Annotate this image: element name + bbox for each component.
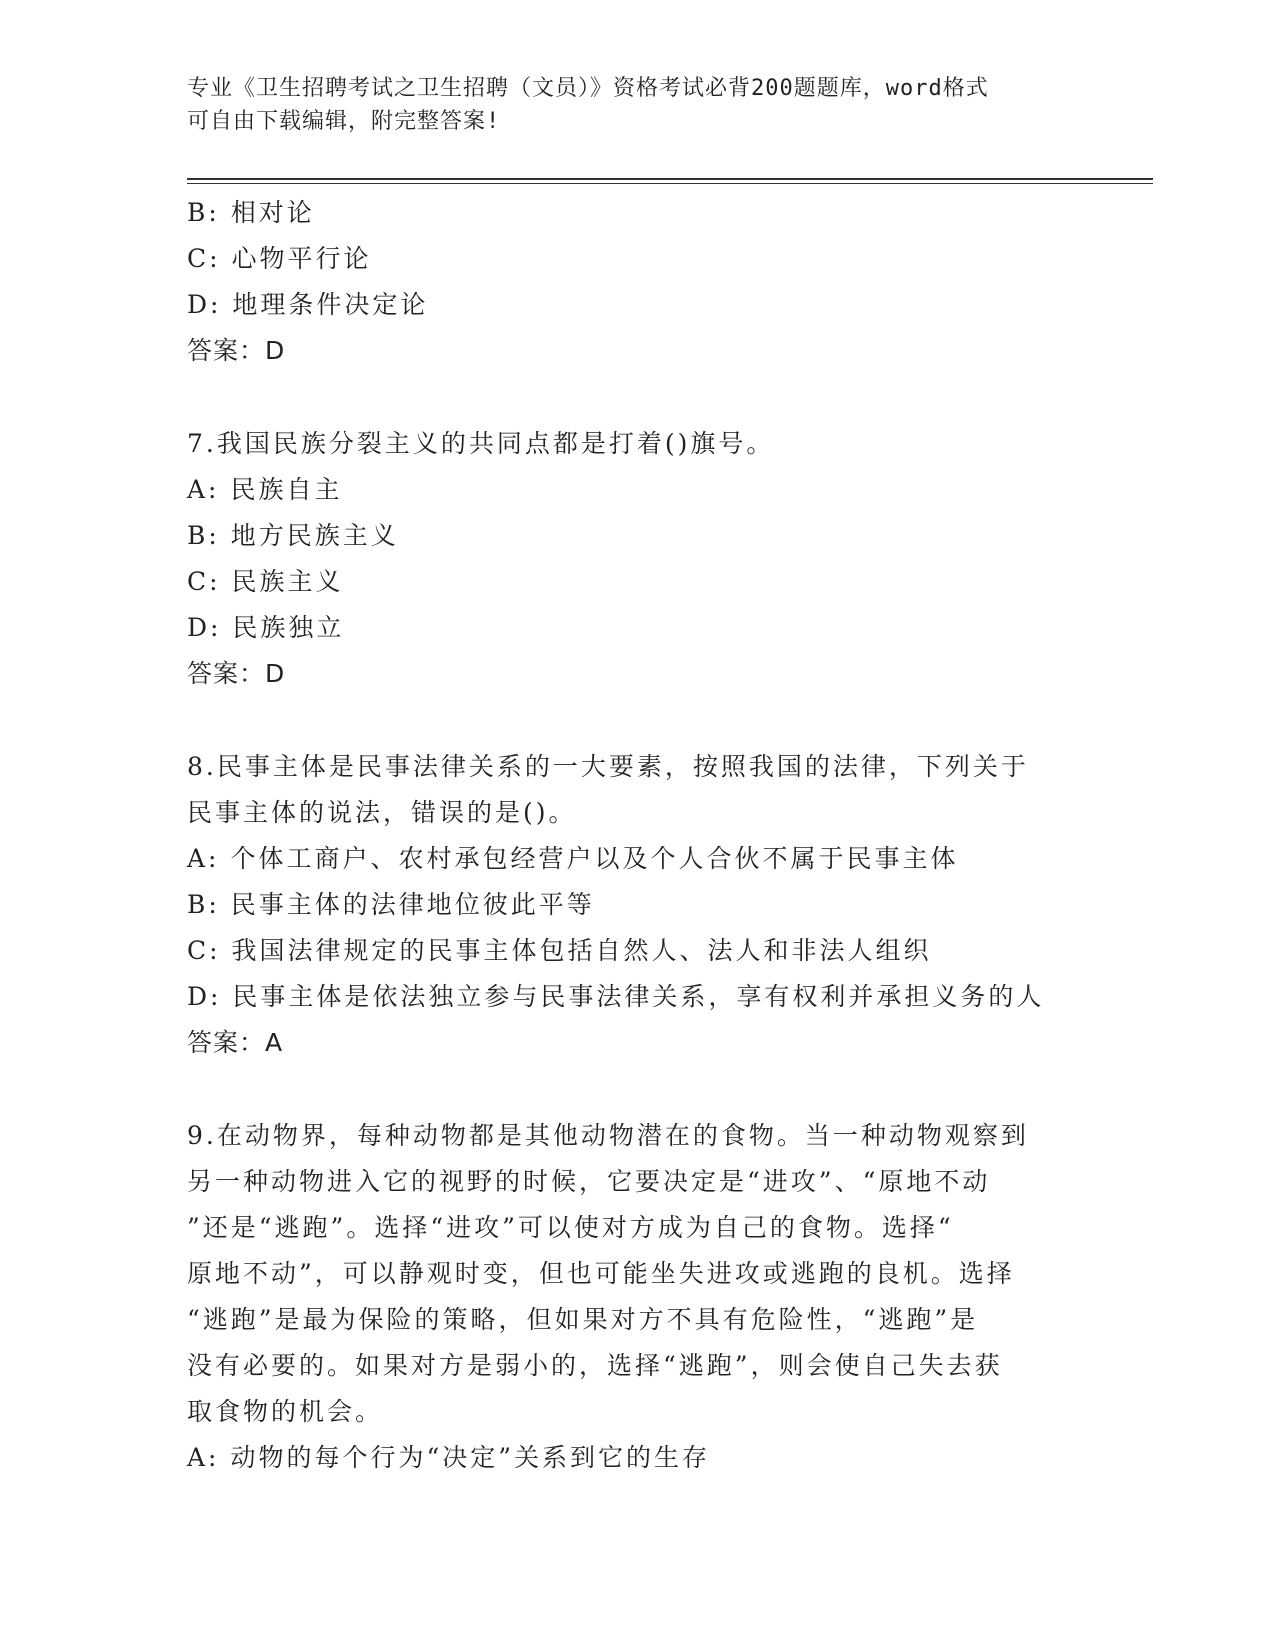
option-a: A: 个体工商户、农村承包经营户以及个人合伙不属于民事主体	[187, 844, 959, 873]
option-c: C: 心物平行论	[187, 244, 372, 273]
header-line-2: 可自由下载编辑，附完整答案!	[187, 109, 501, 134]
question-text-line: 没有必要的。如果对方是弱小的，选择“逃跑”，则会使自己失去获	[187, 1351, 1003, 1380]
answer-line: 答案：D	[187, 659, 286, 688]
header-divider-thick	[187, 178, 1153, 180]
question-9	[187, 1113, 1087, 1481]
document-body	[187, 190, 1087, 1481]
answer-line: 答案：A	[187, 1028, 284, 1057]
option-d: D: 民族独立	[187, 613, 345, 642]
question-text-line: ”还是“逃跑”。选择“进攻”可以使对方成为自己的食物。选择“	[187, 1213, 954, 1242]
header-divider-thin	[187, 183, 1153, 184]
option-a: A: 动物的每个行为“决定”关系到它的生存	[187, 1443, 711, 1472]
question-text: 7.我国民族分裂主义的共同点都是打着()旗号。	[187, 429, 775, 458]
document-header	[187, 72, 1067, 138]
answer-line: 答案：D	[187, 336, 286, 365]
option-b: B: 相对论	[187, 198, 315, 227]
question-text-line: 9.在动物界，每种动物都是其他动物潜在的食物。当一种动物观察到	[187, 1121, 1029, 1150]
question-text-line: 取食物的机会。	[187, 1397, 384, 1426]
question-text-line: 另一种动物进入它的视野的时候，它要决定是“进攻”、“原地不动	[187, 1167, 991, 1196]
option-a: A: 民族自主	[187, 475, 343, 504]
question-6-tail	[187, 190, 1087, 374]
option-b: B: 民事主体的法律地位彼此平等	[187, 890, 595, 919]
option-d: D: 民事主体是依法独立参与民事法律关系，享有权利并承担义务的人	[187, 982, 1045, 1011]
option-c: C: 民族主义	[187, 567, 344, 596]
option-d: D: 地理条件决定论	[187, 290, 429, 319]
question-8	[187, 744, 1087, 1066]
option-c: C: 我国法律规定的民事主体包括自然人、法人和非法人组织	[187, 936, 932, 965]
question-7	[187, 421, 1087, 697]
question-text-line: “逃跑”是最为保险的策略，但如果对方不具有危险性，“逃跑”是	[187, 1305, 979, 1334]
question-text-line: 原地不动”，可以静观时变，但也可能坐失进攻或逃跑的良机。选择	[187, 1259, 1015, 1288]
option-b: B: 地方民族主义	[187, 521, 399, 550]
question-text-line: 民事主体的说法，错误的是()。	[187, 798, 577, 827]
question-text-line: 8.民事主体是民事法律关系的一大要素，按照我国的法律，下列关于	[187, 752, 1029, 781]
header-line-1: 专业《卫生招聘考试之卫生招聘（文员）》资格考试必背200题题库，word格式	[187, 76, 989, 101]
